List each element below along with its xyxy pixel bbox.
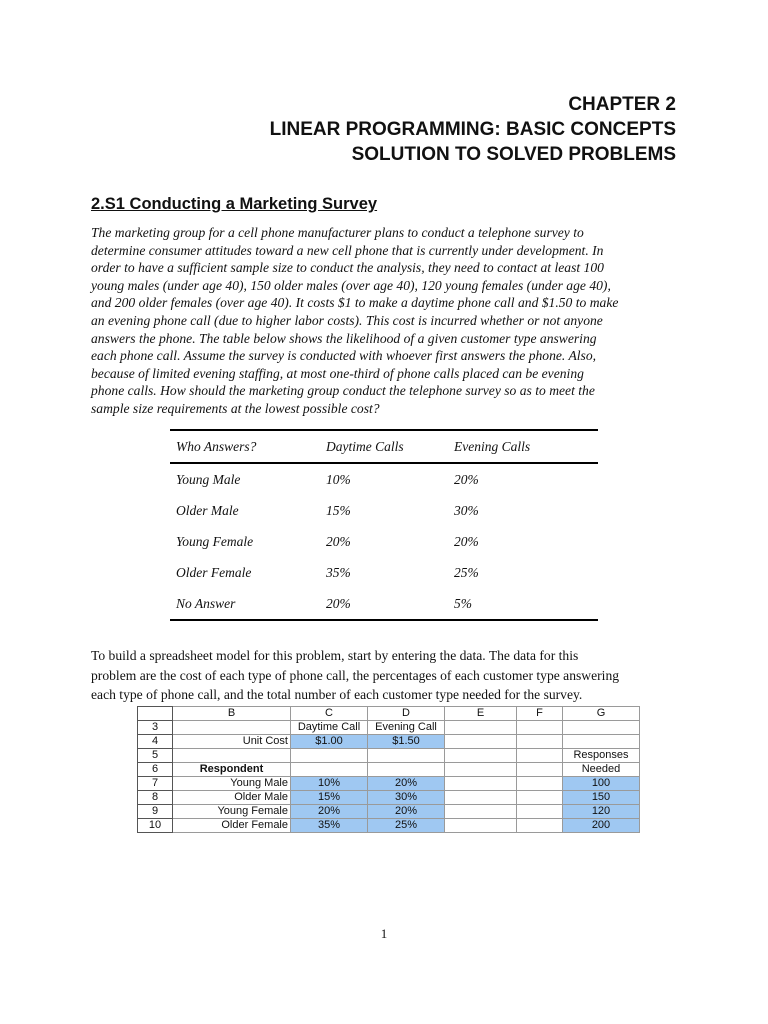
cell-g	[563, 735, 640, 749]
table-row	[170, 557, 598, 588]
table-cell: 35%	[326, 564, 351, 580]
cell-b	[173, 749, 291, 763]
row-number: 9	[138, 805, 173, 819]
chapter-subtitle: SOLUTION TO SOLVED PROBLEMS	[351, 144, 676, 165]
chapter-heading	[270, 92, 676, 167]
cell-e	[445, 791, 517, 805]
table-row	[170, 526, 598, 557]
cell-c: 15%	[291, 791, 368, 805]
row-number: 8	[138, 791, 173, 805]
cell-b: Unit Cost	[173, 735, 291, 749]
cell-f	[517, 735, 563, 749]
spreadsheet-column-headers	[138, 707, 640, 721]
cell-d: 20%	[368, 777, 445, 791]
column-header: Who Answers?	[170, 430, 320, 463]
cell-c	[291, 763, 368, 777]
column-header-d: D	[368, 707, 445, 721]
table-cell: No Answer	[170, 588, 320, 620]
cell-b: Young Female	[173, 805, 291, 819]
table-cell: 5%	[448, 588, 598, 620]
column-header-e: E	[445, 707, 517, 721]
cell-g	[563, 721, 640, 735]
chapter-title: LINEAR PROGRAMMING: BASIC CONCEPTS	[269, 119, 676, 140]
cell-g: 100	[563, 777, 640, 791]
cell-e	[445, 721, 517, 735]
row-number: 10	[138, 819, 173, 833]
cell-e	[445, 777, 517, 791]
page-number: 1	[380, 926, 388, 941]
cell-d: Evening Call	[368, 721, 445, 735]
spreadsheet-row	[138, 791, 640, 805]
table-cell: Older Female	[176, 564, 252, 580]
cell-f	[517, 777, 563, 791]
cell-b: Older Male	[173, 791, 291, 805]
table-cell: 15%	[326, 502, 351, 518]
cell-b: Older Female	[173, 819, 291, 833]
cell-f	[517, 805, 563, 819]
cell-c	[291, 749, 368, 763]
spreadsheet-row	[138, 735, 640, 749]
table-cell: Older Male	[176, 502, 239, 518]
spreadsheet-row	[138, 749, 640, 763]
cell-c: $1.00	[291, 735, 368, 749]
cell-g: Needed	[563, 763, 640, 777]
table-cell: 10%	[326, 471, 351, 487]
cell-g: 120	[563, 805, 640, 819]
cell-d	[368, 749, 445, 763]
column-header-c: C	[291, 707, 368, 721]
row-number: 7	[138, 777, 173, 791]
cell-b: Respondent	[173, 763, 291, 777]
cell-e	[445, 805, 517, 819]
table-row	[170, 588, 598, 620]
table-cell: Young Male	[176, 471, 241, 487]
cell-e	[445, 749, 517, 763]
row-number: 5	[138, 749, 173, 763]
likelihood-table-header	[170, 430, 598, 463]
spreadsheet-row	[138, 763, 640, 777]
cell-e	[445, 763, 517, 777]
cell-c: 20%	[291, 805, 368, 819]
cell-g: Responses	[563, 749, 640, 763]
spreadsheet-intro: To build a spreadsheet model for this problem, start by entering the data. The data for this problem are the cost of each type of phone call, the percentages of each customer type answering each type of phone call, and the total number of each customer type needed for the survey.	[91, 648, 620, 703]
cell-f	[517, 819, 563, 833]
cell-f	[517, 763, 563, 777]
spreadsheet-row	[138, 805, 640, 819]
spreadsheet-row	[138, 819, 640, 833]
row-number: 4	[138, 735, 173, 749]
cell-d: 25%	[368, 819, 445, 833]
row-number: 6	[138, 763, 173, 777]
table-cell: 20%	[320, 588, 448, 620]
cell-f	[517, 721, 563, 735]
cell-g: 150	[563, 791, 640, 805]
spreadsheet-row	[138, 777, 640, 791]
column-header: Daytime Calls	[320, 430, 448, 463]
column-header-b: B	[173, 707, 291, 721]
cell-f	[517, 749, 563, 763]
cell-e	[445, 735, 517, 749]
column-header-g: G	[563, 707, 640, 721]
spreadsheet-model	[137, 706, 640, 833]
spreadsheet-row	[138, 721, 640, 735]
table-row	[170, 495, 598, 526]
cell-e	[445, 819, 517, 833]
corner-cell	[138, 707, 173, 721]
cell-b	[173, 721, 291, 735]
cell-g: 200	[563, 819, 640, 833]
section-title: 2.S1 Conducting a Marketing Survey	[91, 195, 378, 213]
table-cell: 20%	[454, 533, 479, 549]
column-header: Evening Calls	[448, 430, 598, 463]
cell-d: 30%	[368, 791, 445, 805]
table-cell: Young Female	[176, 533, 254, 549]
row-number: 3	[138, 721, 173, 735]
table-cell: 20%	[454, 471, 479, 487]
problem-statement: The marketing group for a cell phone manufacturer plans to conduct a telephone survey to determine consumer attitudes toward a new cell phone that is currently under development. In order to have a sufficient sample size to conduct the analysis, they need to contact at least 100 young males (under age 40), 150 older males (over age 40), 120 young females (under age 40), and 200 older females (over age 40). It costs $1 to make a daytime phone call and $1.50 to make an evening phone call (due to higher labor costs). This cost is incurred whether or not anyone answers the phone. The table below shows the likelihood of a given customer type answering each phone call. Assume the survey is conducted with whoever first answers the phone. Also, because of limited evening staffing, at most one-third of phone calls placed can be evening phone calls. How should the marketing group conduct the telephone survey so as to meet the sample size requirements at the lowest possible cost?	[91, 225, 619, 416]
cell-c: 35%	[291, 819, 368, 833]
cell-d: $1.50	[368, 735, 445, 749]
cell-d: 20%	[368, 805, 445, 819]
table-cell: 30%	[454, 502, 479, 518]
cell-b: Young Male	[173, 777, 291, 791]
cell-c: Daytime Call	[291, 721, 368, 735]
likelihood-table	[170, 429, 598, 621]
cell-d	[368, 763, 445, 777]
table-cell: 20%	[326, 533, 351, 549]
table-row	[170, 463, 598, 495]
cell-c: 10%	[291, 777, 368, 791]
table-cell: 25%	[454, 564, 479, 580]
column-header-f: F	[517, 707, 563, 721]
cell-f	[517, 791, 563, 805]
chapter-label: CHAPTER 2	[568, 94, 676, 115]
